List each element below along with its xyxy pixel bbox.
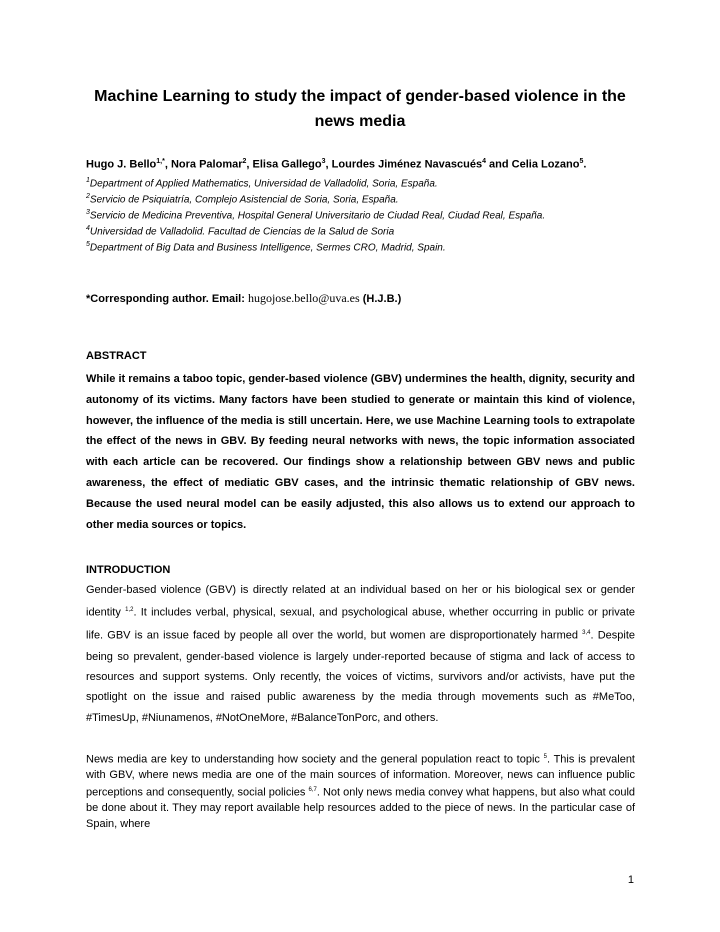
introduction-paragraph-2 [86, 750, 635, 832]
affiliation-3 [86, 206, 646, 222]
author-separator: . [583, 158, 587, 171]
affiliation-number: 2 [86, 193, 90, 200]
affiliation-text: Servicio de Medicina Preventiva, Hospital General Universitario de Ciudad Real, Ciudad Real, España. [89, 210, 546, 222]
author-name: Lourdes Jiménez Navascués [331, 158, 483, 171]
paragraph-text: . Not only news media convey what happens, but also what could be done about it. They may report available help resources added to the piece of news. In the particular case of Spain, where [86, 786, 636, 830]
introduction-heading: INTRODUCTION [86, 564, 171, 576]
author-separator: , [164, 158, 171, 171]
introduction-paragraph-1 [86, 580, 635, 728]
page-number: 1 [627, 874, 634, 886]
affiliation-4 [86, 222, 646, 238]
paragraph-text: . This is prevalent with GBV, where news media are one of the main sources of information. Moreover, news can influence public perceptions and consequently, social policies [86, 753, 635, 799]
author-affiliation-mark: 2 [242, 158, 247, 165]
citation-reference: 6,7 [308, 787, 317, 794]
citation-reference: 1,2 [125, 607, 134, 614]
affiliation-2 [86, 190, 646, 206]
author-separator: and [485, 158, 512, 171]
corresponding-author [86, 291, 646, 306]
author-name: Nora Palomar [170, 158, 243, 171]
author-name: Celia Lozano [511, 158, 580, 171]
author-name: Elisa Gallego [252, 158, 322, 171]
author-separator: , [325, 158, 332, 171]
affiliation-text: Department of Big Data and Business Intelligence, Sermes CRO, Madrid, Spain. [89, 242, 446, 254]
corresponding-initials: (H.J.B.) [362, 293, 402, 305]
author-affiliation-mark: 1,* [156, 158, 165, 165]
author-list [86, 155, 646, 172]
citation-reference: 3,4 [582, 630, 591, 637]
affiliation-number: 4 [86, 225, 90, 232]
corresponding-label: *Corresponding author. Email: [86, 293, 245, 305]
author-separator: , [246, 158, 253, 171]
paragraph-text: . Despite being so prevalent, gender-based violence is largely under-reported because of stigma and lack of access to resources and support systems. Only recently, the voices of victims, survivors and/or activists, have put the spotlight on the issue and raised public awareness by the media through movements such as #MeToo, #TimesUp, #Niunamenos, #NotOneMore, #BalanceTonPorc, and others. [86, 630, 635, 724]
affiliation-text: Universidad de Valladolid. Facultad de Ciencias de la Salud de Soria [89, 226, 395, 238]
affiliation-5 [86, 238, 646, 254]
affiliation-text: Department of Applied Mathematics, Universidad de Valladolid, Soria, España. [89, 178, 438, 190]
abstract-text: While it remains a taboo topic, gender-based violence (GBV) undermines the health, dignity, security and autonomy of its victims. Many factors have been studied to generate or maintain this kind of violence, however, the influence of the media is still uncertain. Here, we use Machine Learning tools to extrapolate the effect of the news in GBV. By feeding neural networks with news, the topic information associated with each article can be recovered. Our findings show a relationship between GBV news and public awareness, the effect of mediatic GBV cases, and the intrinsic thematic relationship of GBV news. Because the used neural model can be easily adjusted, this also allows us to extend our approach to other media sources or topics. [86, 373, 635, 531]
affiliation-number: 1 [86, 177, 90, 184]
corresponding-email[interactable]: hugojose.bello@uva.es [247, 291, 360, 305]
author-name: Hugo J. Bello [86, 158, 157, 171]
author-affiliation-mark: 5 [579, 158, 584, 165]
paragraph-text: . It includes verbal, physical, sexual, and psychological abuse, whether occurring in public or private life. GBV is an issue faced by people all over the world, but women are disproportionately harmed [86, 607, 635, 643]
paragraph-text: Gender-based violence (GBV) is directly related at an individual based on her or his biological sex or gender identity [86, 584, 635, 620]
paragraph-text: News media are key to understanding how society and the general population react to topic [86, 753, 544, 766]
affiliation-number: 3 [86, 209, 90, 216]
author-affiliation-mark: 3 [321, 158, 326, 165]
affiliation-1 [86, 174, 646, 190]
affiliation-text: Servicio de Psiquiatría, Complejo Asistencial de Soria, Soria, España. [89, 194, 399, 206]
affiliation-number: 5 [86, 241, 90, 248]
author-affiliation-mark: 4 [482, 158, 486, 165]
citation-reference: 5 [543, 754, 547, 760]
abstract-heading: ABSTRACT [86, 350, 147, 362]
paper-title: Machine Learning to study the impact of gender-based violence in the news media [94, 88, 626, 130]
